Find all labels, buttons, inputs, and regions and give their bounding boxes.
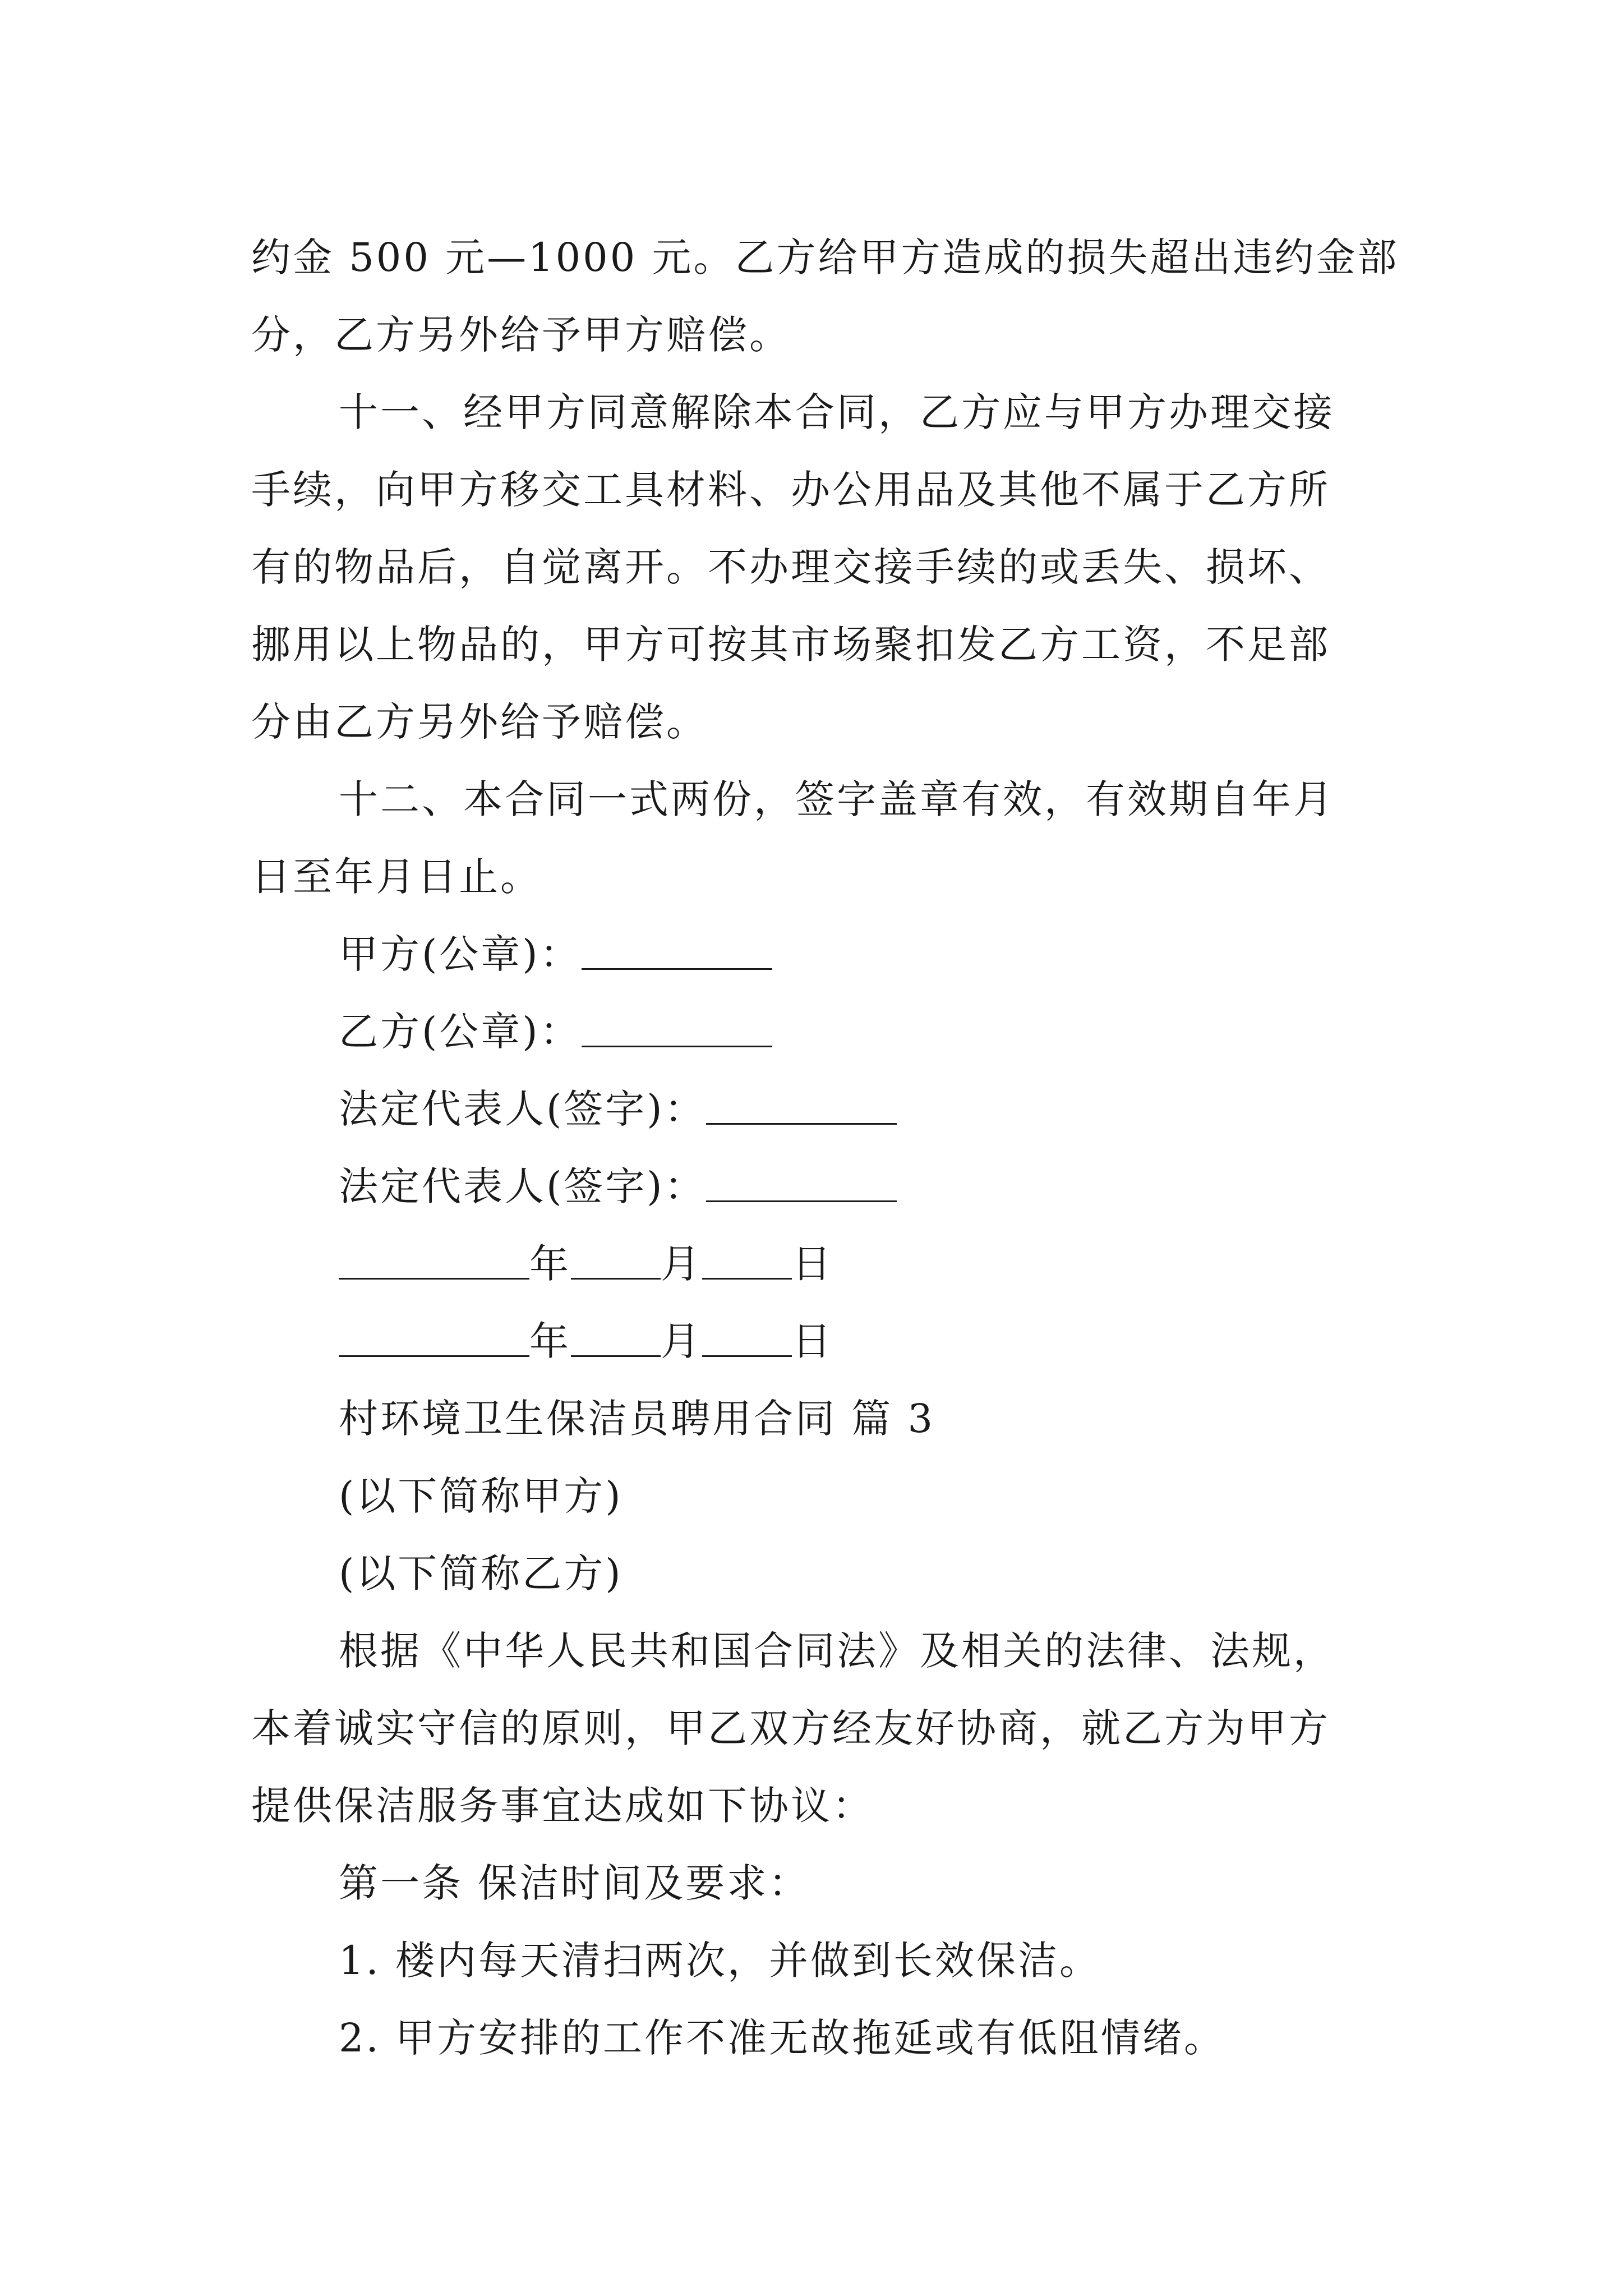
date-line-2 xyxy=(251,1303,1384,1380)
party-a-label: 甲方(公章)： xyxy=(339,931,582,977)
legal-rep-blank xyxy=(706,1161,897,1202)
legal-rep-label: 法定代表人(签字)： xyxy=(339,1163,706,1209)
text-line: 提供保洁服务事宜达成如下协议： xyxy=(251,1783,874,1829)
legal-rep-label: 法定代表人(签字)： xyxy=(339,1086,706,1132)
year-label: 年 xyxy=(529,1318,571,1364)
text-line: 手续，向甲方移交工具材料、办公用品及其他不属于乙方所 xyxy=(251,467,1330,513)
day-label: 日 xyxy=(792,1241,833,1287)
month-blank xyxy=(571,1316,661,1357)
year-blank xyxy=(339,1239,529,1280)
text-line: 约金 500 元—1000 元。乙方给甲方造成的损失超出违约金部 xyxy=(251,234,1399,280)
day-label: 日 xyxy=(792,1318,833,1364)
list-item: 2. 甲方安排的工作不准无故拖延或有低阻情绪。 xyxy=(339,2015,1226,2061)
legal-rep-blank xyxy=(706,1084,897,1125)
party-b-seal-line xyxy=(251,993,1384,1070)
party-a-seal-line xyxy=(251,915,1384,993)
clause-12: 十二、本合同一式两份，签字盖章有效，有效期自年月 xyxy=(339,776,1335,822)
date-line-1 xyxy=(251,1225,1384,1303)
year-blank xyxy=(339,1316,529,1357)
party-a-blank xyxy=(582,929,772,970)
month-label: 月 xyxy=(661,1241,702,1287)
text-line: 本着诚实守信的原则，甲乙双方经友好协商，就乙方为甲方 xyxy=(251,1705,1330,1751)
text-line: 挪用以上物品的，甲方可按其市场聚扣发乙方工资，不足部 xyxy=(251,622,1330,668)
legal-rep-line-2 xyxy=(251,1148,1384,1225)
article-1-heading: 第一条 保洁时间及要求： xyxy=(339,1860,810,1906)
text-line: 分，乙方另外给予甲方赔偿。 xyxy=(251,312,791,358)
day-blank xyxy=(702,1316,792,1357)
legal-rep-line-1 xyxy=(251,1070,1384,1148)
document-body xyxy=(251,219,1399,2077)
text-line: 日至年月日止。 xyxy=(251,854,542,900)
section-heading: 村环境卫生保洁员聘用合同 篇 3 xyxy=(339,1396,935,1442)
party-b-label: 乙方(公章)： xyxy=(339,1009,582,1055)
month-blank xyxy=(571,1239,661,1280)
intro-paragraph: 根据《中华人民共和国合同法》及相关的法律、法规， xyxy=(339,1628,1335,1674)
month-label: 月 xyxy=(661,1318,702,1364)
party-a-note: (以下简称甲方) xyxy=(339,1473,623,1519)
year-label: 年 xyxy=(529,1241,571,1287)
list-item: 1. 楼内每天清扫两次，并做到长效保洁。 xyxy=(339,1938,1101,1984)
clause-11: 十一、经甲方同意解除本合同，乙方应与甲方办理交接 xyxy=(339,389,1335,435)
party-b-note: (以下简称乙方) xyxy=(339,1550,623,1596)
text-line: 分由乙方另外给予赔偿。 xyxy=(251,699,708,745)
day-blank xyxy=(702,1239,792,1280)
text-line: 有的物品后，自觉离开。不办理交接手续的或丢失、损坏、 xyxy=(251,544,1330,590)
party-b-blank xyxy=(582,1006,772,1047)
